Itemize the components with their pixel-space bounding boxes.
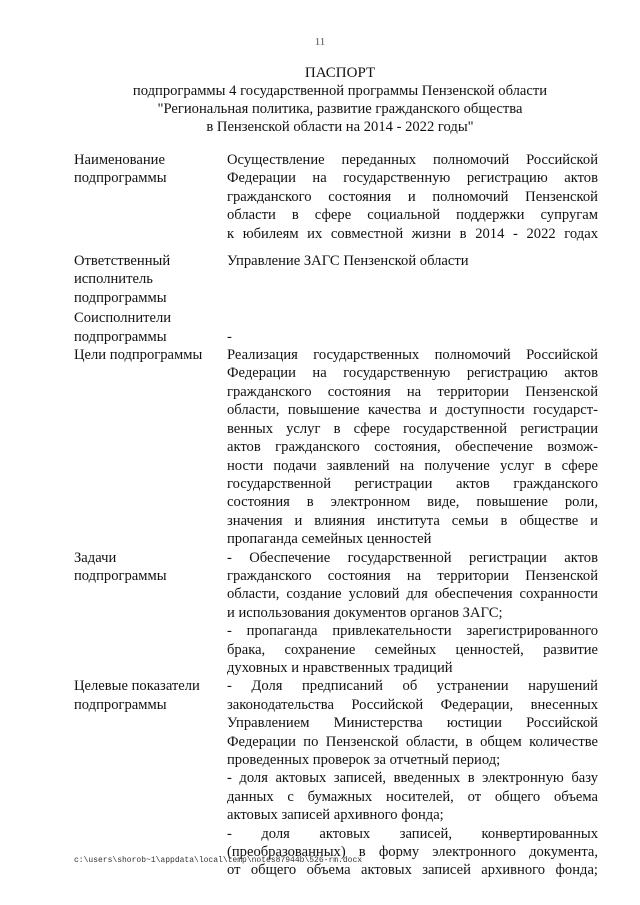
row-label: [74, 252, 227, 307]
document-title: [60, 64, 620, 136]
label-line: Цели подпрограммы: [74, 347, 203, 364]
value-line: области в сфере социальной поддержки супругам: [227, 207, 598, 224]
value-line: области, повышение качества и доступности государст-: [227, 402, 598, 419]
value-line: от общего объема актовых записей архивного фонда;: [227, 862, 598, 879]
label-line: Ответственный: [74, 253, 171, 270]
value-line: актовых записей архивного фонда;: [227, 807, 444, 824]
label-line: Целевые показатели: [74, 678, 200, 695]
page-number: 11: [314, 36, 326, 48]
label-line: подпрограммы: [74, 696, 167, 713]
value-line: - пропаганда привлекательности зарегистрированного: [227, 623, 598, 640]
value-line: Федерации на государственную регистрацию актов: [227, 170, 598, 187]
value-line: Управлением Министерства юстиции Российской: [227, 715, 598, 732]
row-responsible: [74, 252, 598, 307]
value-line: гражданского состояния на территории Пензенской: [227, 567, 598, 584]
value-line: -: [227, 328, 232, 345]
value-line: значения и влияния института семьи в обществе и: [227, 512, 598, 529]
value-line: [227, 309, 598, 327]
row-label: [74, 346, 227, 548]
value-line: законодательства Российской Федерации, внесенных: [227, 696, 598, 713]
value-line: Управление ЗАГС Пензенской области: [227, 253, 469, 270]
title-line-1: подпрограммы 4 государственной программы Пензенской области: [132, 83, 548, 99]
row-value: [227, 309, 598, 346]
value-line: - доля актовых записей, конвертированных: [227, 825, 598, 842]
label-line: Задачи: [74, 549, 117, 566]
row-value: [227, 151, 598, 243]
label-line: подпрограммы: [74, 328, 167, 345]
row-value: [227, 252, 598, 307]
title-heading: ПАСПОРТ: [304, 65, 376, 81]
value-line: области, создание условий для обеспечения сохранности: [227, 586, 598, 603]
row-goals: [74, 346, 598, 548]
label-line: подпрограммы: [74, 170, 167, 187]
passport-table: [74, 151, 598, 880]
row-label: [74, 309, 227, 346]
value-line: брака, сохранение семейных ценностей, развитие: [227, 641, 598, 658]
value-line: ности подачи заявлений на получение услуг в сфере: [227, 457, 598, 474]
value-line: данных с бумажных носителей, от общего объема: [227, 788, 598, 805]
value-line: и использования документов органов ЗАГС;: [227, 604, 503, 621]
row-value: [227, 677, 598, 879]
row-coexecutors: [74, 309, 598, 346]
value-line: - Доля предписаний об устранении нарушений: [227, 678, 598, 695]
label-line: подпрограммы: [74, 567, 167, 584]
value-line: - доля актовых записей, введенных в электронную базу: [227, 770, 598, 787]
row-name: [74, 151, 598, 243]
value-line: к юбилеям их совместной жизни в 2014 - 2022 годах: [227, 225, 598, 242]
title-line-2: "Региональная политика, развитие гражданского общества: [157, 101, 523, 117]
value-line: Федерации на государственную регистрацию актов: [227, 365, 598, 382]
row-label: [74, 151, 227, 243]
row-value: [227, 549, 598, 678]
value-line: государственной регистрации актов гражданского: [227, 475, 598, 492]
row-value: [227, 346, 598, 548]
value-line: венных услуг в сфере государственной регистрации: [227, 420, 598, 437]
value-line: Осуществление переданных полномочий Российской: [227, 152, 598, 168]
footer-file-path: c:\users\shorob~1\appdata\local\temp\notes87944b\526-rm.docx: [74, 856, 363, 865]
value-line: духовных и нравственных традиций: [227, 659, 453, 676]
value-line: - Обеспечение государственной регистрации актов: [227, 549, 598, 566]
value-line: проведенных проверок за отчетный период;: [227, 752, 501, 768]
value-line: пропаганда семейных ценностей: [227, 531, 432, 548]
label-line: исполнитель: [74, 271, 153, 288]
value-line: гражданского состояния и полномочий Пензенской: [227, 188, 598, 205]
value-line: Реализация государственных полномочий Российской: [227, 347, 598, 364]
value-line: Федерации по Пензенской области, в общем количестве: [227, 733, 598, 750]
label-line: Наименование: [74, 152, 165, 168]
row-indicators: [74, 677, 598, 879]
value-line: состояния в электронном виде, повышение роли,: [227, 494, 598, 511]
row-tasks: [74, 549, 598, 678]
row-label: [74, 549, 227, 678]
title-line-3: в Пензенской области на 2014 - 2022 годы": [206, 119, 474, 135]
value-line: гражданского состояния на территории Пензенской: [227, 383, 598, 400]
value-line: (преобразованных) в форму электронного документа,: [227, 844, 598, 861]
label-line: подпрограммы: [74, 289, 167, 306]
row-label: [74, 677, 227, 879]
value-line: актов гражданского состояния, обеспечение возмож-: [227, 439, 598, 456]
label-line: Соисполнители: [74, 310, 172, 327]
